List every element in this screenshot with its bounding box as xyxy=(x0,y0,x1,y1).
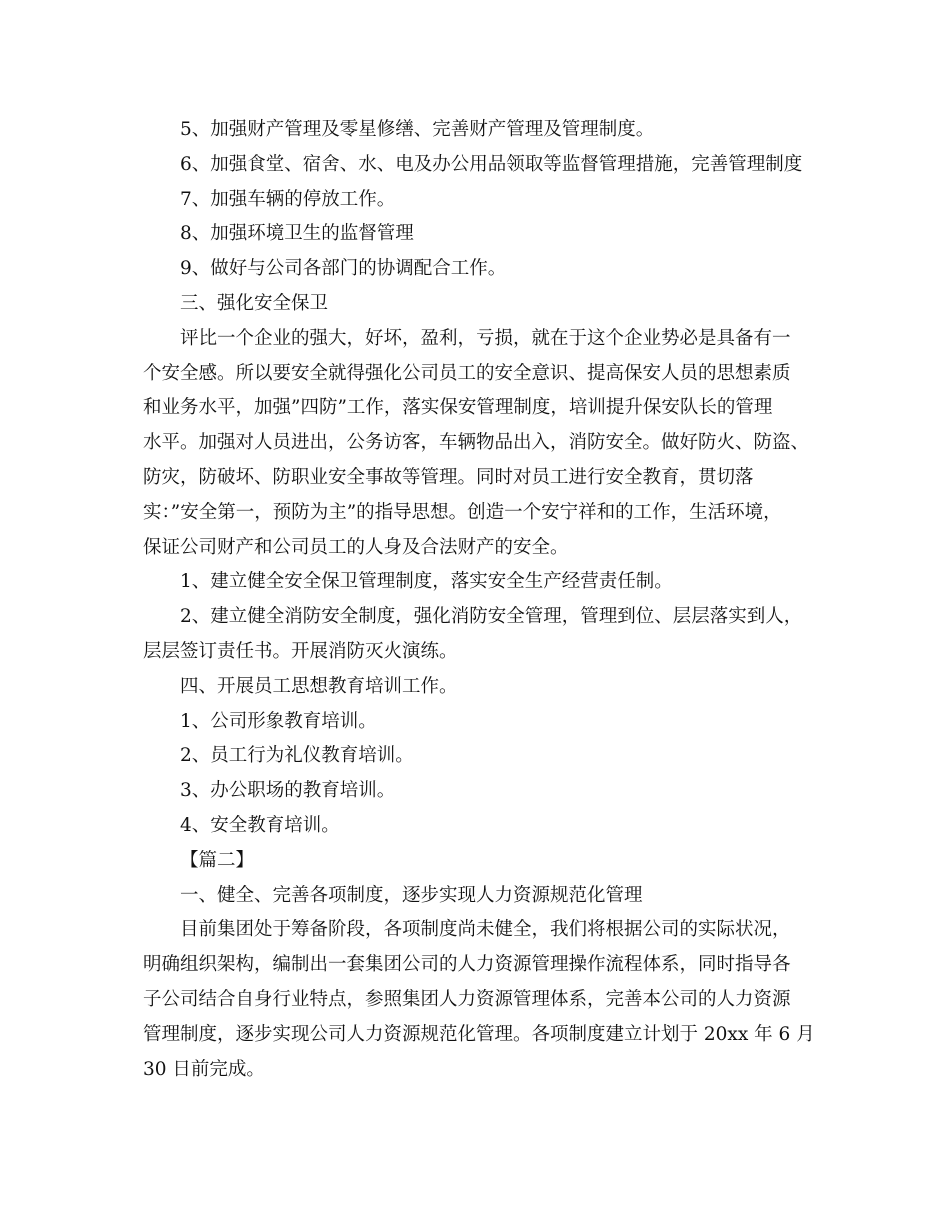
list-item: 2、建立健全消防安全制度，强化消防安全管理，管理到位、层层落实到人， xyxy=(180,606,803,628)
paragraph-line: 保证公司财产和公司员工的人身及合法财产的安全。 xyxy=(143,536,569,558)
list-item: 8、加强环境卫生的监督管理 xyxy=(180,223,414,245)
section-heading: 一、健全、完善各项制度，逐步实现人力资源规范化管理 xyxy=(180,884,643,906)
list-item: 6、加强食堂、宿舍、水、电及办公用品领取等监督管理措施，完善管理制度 xyxy=(180,153,803,175)
paragraph-line: 评比一个企业的强大，好坏，盈利，亏损，就在于这个企业势必是具备有一 xyxy=(180,327,791,349)
paragraph-line: 管理制度，逐步实现公司人力资源规范化管理。各项制度建立计划于 20xx 年 6 月 xyxy=(143,1023,815,1045)
list-item: 7、加强车辆的停放工作。 xyxy=(180,188,396,210)
list-item: 5、加强财产管理及零星修缮、完善财产管理及管理制度。 xyxy=(180,119,655,140)
section-heading: 四、开展员工思想教育培训工作。 xyxy=(180,675,458,697)
paragraph-line: 子公司结合自身行业特点，参照集团人力资源管理体系，完善本公司的人力资源 xyxy=(143,988,791,1010)
list-item: 4、安全教育培训。 xyxy=(180,814,340,836)
paragraph-line: 个安全感。所以要安全就得强化公司员工的安全意识、提高保安人员的思想素质 xyxy=(143,362,791,384)
paragraph-line: 实：”安全第一，预防为主”的指导思想。创造一个安宁祥和的工作，生活环境， xyxy=(143,501,782,523)
list-item: 3、办公职场的教育培训。 xyxy=(180,780,396,802)
paragraph-line: 层层签订责任书。开展消防灭火演练。 xyxy=(143,640,458,662)
section-heading: 三、强化安全保卫 xyxy=(180,292,329,314)
chapter-heading: 【篇二】 xyxy=(180,849,255,871)
list-item: 1、公司形象教育培训。 xyxy=(180,710,377,732)
paragraph-line: 防灾，防破坏、防职业安全事故等管理。同时对员工进行安全教育，贯切落 xyxy=(143,466,754,488)
document-body xyxy=(143,113,815,1087)
paragraph-line: 目前集团处于筹备阶段，各项制度尚未健全，我们将根据公司的实际状况， xyxy=(180,919,791,941)
list-item: 1、建立健全安全保卫管理制度，落实安全生产经营责任制。 xyxy=(180,571,673,593)
list-item: 9、做好与公司各部门的协调配合工作。 xyxy=(180,258,507,280)
list-item: 2、员工行为礼仪教育培训。 xyxy=(180,745,414,767)
paragraph-line: 30 日前完成。 xyxy=(143,1058,265,1080)
paragraph-line: 和业务水平，加强”四防”工作，落实保安管理制度，培训提升保安队长的管理 xyxy=(143,397,773,419)
paragraph-line: 水平。加强对人员进出，公务访客，车辆物品出入，消防安全。做好防火、防盗、 xyxy=(143,432,810,454)
paragraph-line: 明确组织架构，编制出一套集团公司的人力资源管理操作流程体系，同时指导各 xyxy=(143,954,791,976)
